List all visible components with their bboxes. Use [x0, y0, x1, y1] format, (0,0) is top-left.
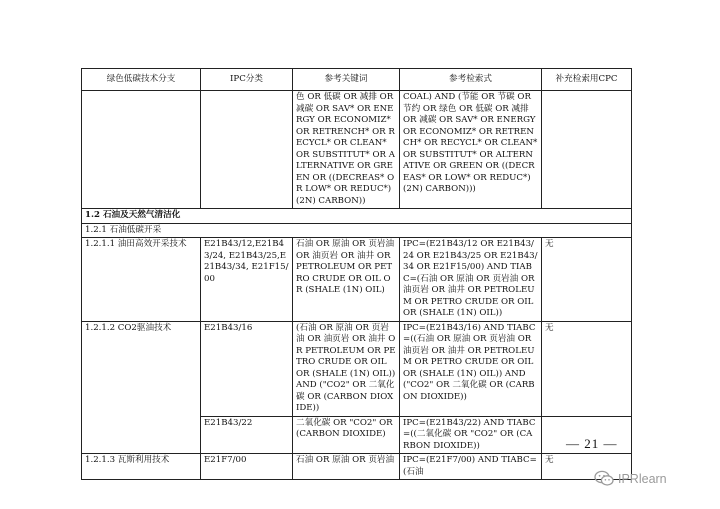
- table-row: [82, 238, 632, 322]
- cell-branch: 1.2.1.2 CO2驱油技术: [82, 321, 201, 454]
- cell-query: IPC=(E21B43/16) AND TIABC=((石油 OR 原油 OR 页岩油 OR 油页岩 OR 油井 OR PETROLEUM OR PETRO CRUDE OR OIL OR (SHALE (1N) OIL)) AND ("CO2" OR 二氧化碳 OR (CARBON DIOXIDE)): [400, 321, 542, 416]
- watermark: [594, 470, 667, 487]
- section-heading: 1.2 石油及天然气清洁化: [82, 209, 632, 224]
- cell-cpc: 无: [542, 238, 632, 322]
- cell-ipc: E21B43/16: [201, 321, 293, 416]
- cell-cpc: [542, 91, 632, 209]
- cell-ipc: E21F7/00: [201, 454, 293, 480]
- cell-cpc: 无: [542, 321, 632, 416]
- cell-branch: 1.2.1.1 油田高效开采技术: [82, 238, 201, 322]
- cell-query: IPC=(E21B43/12 OR E21B43/24 OR E21B43/25 OR E21B43/34 OR E21F15/00) AND TIABC=(石油 OR 原油 OR 页岩油 OR 油页岩 OR 油井 OR PETROLEUM OR PETRO CRUDE OR OIL OR (SHALE (1N) OIL)): [400, 238, 542, 322]
- cell-query: IPC=(E21B43/22) AND TIABC=((二氧化碳 OR "CO2" OR (CARBON DIOXIDE)): [400, 416, 542, 454]
- header-query: 参考检索式: [400, 69, 542, 91]
- header-branch: 绿色低碳技术分支: [82, 69, 201, 91]
- table-header-row: [82, 69, 632, 91]
- section-row: [82, 209, 632, 224]
- cell-branch: 1.2.1.3 瓦斯利用技术: [82, 454, 201, 480]
- cell-query: COAL) AND (节能 OR 节碳 OR 节约 OR 绿色 OR 低碳 OR 减排 OR 减碳 OR SAV* OR ENERGY OR ECONOMIZ* OR RETRENCH* OR RECYCL* OR CLEAN* OR SUBSTITUT* OR ALTERNATIVE OR GREEN OR ((DECREAS* OR LOW* OR REDUC*) (2N) CARBON))): [400, 91, 542, 209]
- header-ipc: IPC分类: [201, 69, 293, 91]
- cell-keywords: 二氧化碳 OR "CO2" OR (CARBON DIOXIDE): [293, 416, 400, 454]
- cell-query: IPC=(E21F7/00) AND TIABC=(石油: [400, 454, 542, 480]
- subsection-heading: 1.2.1 石油低碳开采: [82, 223, 632, 238]
- table-row: [82, 91, 632, 209]
- table-row: [82, 454, 632, 480]
- header-cpc: 补充检索用CPC: [542, 69, 632, 91]
- watermark-text: IPRlearn: [618, 471, 667, 486]
- cell-keywords: 石油 OR 原油 OR 页岩油 OR 油页岩 OR 油井 OR PETROLEUM OR PETRO CRUDE OR OIL OR (SHALE (1N) OIL): [293, 238, 400, 322]
- cell-ipc: [201, 91, 293, 209]
- cell-ipc: E21B43/12,E21B43/24, E21B43/25,E21B43/34, E21F15/00: [201, 238, 293, 322]
- cell-branch: [82, 91, 201, 209]
- subsection-row: [82, 223, 632, 238]
- wechat-icon: [594, 470, 614, 487]
- cell-ipc: E21B43/22: [201, 416, 293, 454]
- page-number: — 21 —: [566, 436, 618, 451]
- cell-keywords: 石油 OR 原油 OR 页岩油: [293, 454, 400, 480]
- cell-cpc: 无: [542, 454, 632, 480]
- cell-keywords: (石油 OR 原油 OR 页岩油 OR 油页岩 OR 油井 OR PETROLEUM OR PETRO CRUDE OR OIL OR (SHALE (1N) OIL)) AND ("CO2" OR 二氧化碳 OR (CARBON DIOXIDE)): [293, 321, 400, 416]
- table-row: [82, 321, 632, 416]
- ipc-classification-table: [81, 68, 632, 480]
- header-keywords: 参考关键词: [293, 69, 400, 91]
- cell-keywords: 色 OR 低碳 OR 减排 OR 减碳 OR SAV* OR ENERGY OR ECONOMIZ* OR RETRENCH* OR RECYCL* OR CLEAN* OR SUBSTITUT* OR ALTERNATIVE OR GREEN OR ((DECREAS* OR LOW* OR REDUC*) (2N) CARBON)): [293, 91, 400, 209]
